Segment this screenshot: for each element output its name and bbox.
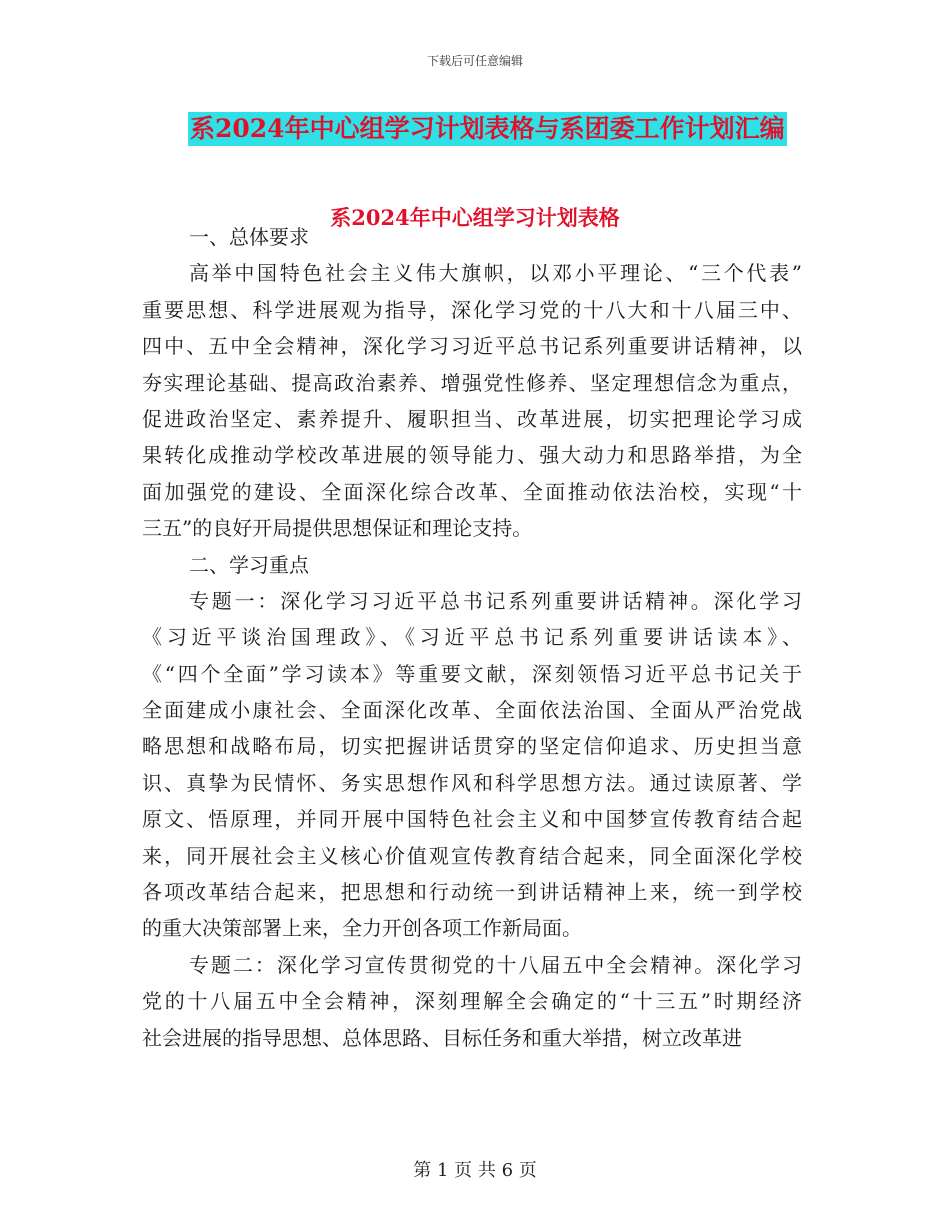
page-header-note: 下载后可任意编辑 xyxy=(426,54,523,68)
paragraph-line: 二、学习重点 xyxy=(189,552,309,577)
paragraph-line: 党的十八届五中全会精神，深刻理解全会确定的“十三五”时期经济 xyxy=(142,989,802,1014)
paragraph-line: 来，同开展社会主义核心价值观宣传教育结合起来，同全面深化学校 xyxy=(142,843,802,868)
paragraph-line: 高举中国特色社会主义伟大旗帜，以邓小平理论、“三个代表” xyxy=(189,261,802,286)
paragraph-line: 《“四个全面”学习读本》等重要文献，深刻领悟习近平总书记关于 xyxy=(142,661,802,686)
paragraph-line: 专题一：深化学习习近平总书记系列重要讲话精神。深化学习 xyxy=(189,588,802,613)
paragraph-line: 识、真挚为民情怀、务实思想作风和科学思想方法。通过读原著、学 xyxy=(142,770,802,795)
paragraph-line: 四中、五中全会精神，深化学习习近平总书记系列重要讲话精神，以 xyxy=(142,334,802,359)
section-title: 系2024年中心组学习计划表格 xyxy=(330,205,620,230)
paragraph-line: 《习近平谈治国理政》、《习近平总书记系列重要讲话读本》、 xyxy=(142,625,802,650)
document-main-title: 系2024年中心组学习计划表格与系团委工作计划汇编 xyxy=(188,112,787,146)
paragraph-line: 全面建成小康社会、全面深化改革、全面依法治国、全面从严治党战 xyxy=(142,698,802,723)
paragraph-line: 一、总体要求 xyxy=(189,225,309,249)
paragraph-line: 专题二：深化学习宣传贯彻党的十八届五中全会精神。深化学习 xyxy=(189,952,802,977)
paragraph-line: 面加强党的建设、全面深化综合改革、全面推动依法治校，实现“十 xyxy=(142,479,802,504)
page-number-footer: 第 1 页 共 6 页 xyxy=(413,1160,537,1181)
paragraph-line: 社会进展的指导思想、总体思路、目标任务和重大举措，树立改革进 xyxy=(142,1025,742,1050)
paragraph-line: 的重大决策部署上来，全力开创各项工作新局面。 xyxy=(142,916,582,941)
paragraph-line: 三五”的良好开局提供思想保证和理论支持。 xyxy=(142,516,533,541)
paragraph-line: 原文、悟原理，并同开展中国特色社会主义和中国梦宣传教育结合起 xyxy=(142,807,802,832)
paragraph-line: 略思想和战略布局，切实把握讲话贯穿的坚定信仰追求、历史担当意 xyxy=(142,734,802,759)
paragraph-line: 夯实理论基础、提高政治素养、增强党性修养、坚定理想信念为重点， xyxy=(142,370,802,395)
document-body xyxy=(142,219,802,1056)
paragraph-line: 重要思想、科学进展观为指导，深化学习党的十八大和十八届三中、 xyxy=(142,297,802,322)
paragraph-line: 果转化成推动学校改革进展的领导能力、强大动力和思路举措，为全 xyxy=(142,443,802,468)
paragraph-line: 各项改革结合起来，把思想和行动统一到讲话精神上来，统一到学校 xyxy=(142,880,802,905)
paragraph-line: 促进政治坚定、素养提升、履职担当、改革进展，切实把理论学习成 xyxy=(142,406,802,431)
